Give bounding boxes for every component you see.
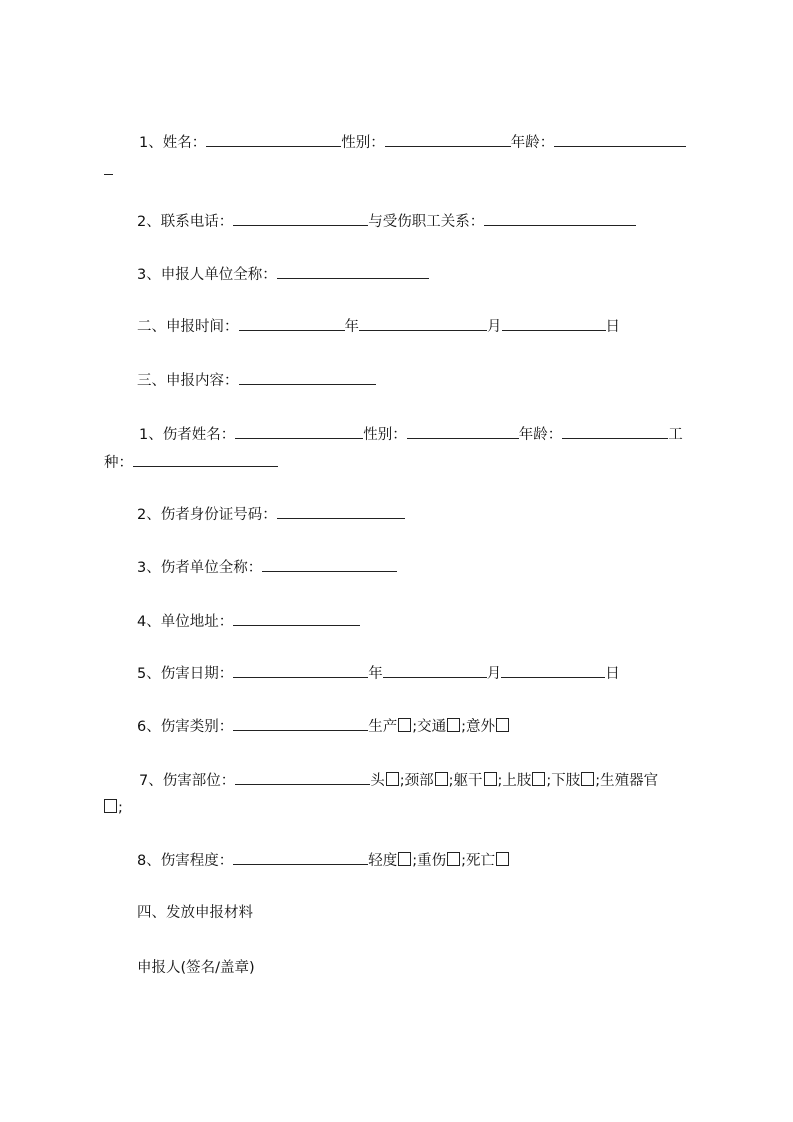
injured-id-row bbox=[137, 504, 405, 525]
option-torso: ;躯干 bbox=[448, 773, 483, 789]
injury-type-field[interactable] bbox=[233, 716, 368, 731]
injury-degree-row bbox=[137, 850, 510, 871]
work-type-label: 工 bbox=[668, 427, 683, 443]
apply-month-field[interactable] bbox=[359, 316, 487, 331]
checkbox-severe[interactable] bbox=[447, 852, 460, 866]
name-label: 1、姓名： bbox=[139, 135, 207, 151]
age-label: 年龄： bbox=[510, 135, 555, 151]
checkbox-head[interactable] bbox=[386, 772, 399, 786]
checkbox-accident[interactable] bbox=[496, 718, 509, 732]
content-row bbox=[137, 370, 376, 391]
work-type-row bbox=[104, 452, 278, 473]
apply-time-label: 二、申报时间： bbox=[137, 319, 239, 335]
trailing-semicolon: ; bbox=[118, 800, 123, 816]
phone-field[interactable] bbox=[233, 211, 368, 226]
injured-unit-label: 3、伤者单位全称： bbox=[137, 560, 263, 576]
apply-day-field[interactable] bbox=[502, 316, 606, 331]
injury-year-field[interactable] bbox=[233, 663, 368, 678]
option-accident: ;意外 bbox=[461, 719, 496, 735]
work-type-label-cont: 种： bbox=[104, 455, 133, 471]
applicant-unit-row bbox=[137, 264, 429, 285]
apply-time-row bbox=[137, 316, 620, 337]
gender-label: 性别： bbox=[341, 135, 385, 151]
signature-label: 申报人(签名/盖章) bbox=[137, 960, 255, 976]
content-label: 三、申报内容： bbox=[137, 373, 239, 389]
option-death: ;死亡 bbox=[461, 853, 496, 869]
applicant-unit-label: 3、申报人单位全称： bbox=[137, 267, 277, 283]
injury-month-field[interactable] bbox=[383, 663, 487, 678]
content-field[interactable] bbox=[239, 370, 376, 385]
injured-unit-row bbox=[137, 557, 397, 578]
injured-gender-label: 性别： bbox=[363, 427, 407, 443]
option-upper-limb: ;上肢 bbox=[497, 773, 532, 789]
option-lower-limb: ;下肢 bbox=[546, 773, 581, 789]
injury-part-field[interactable] bbox=[235, 770, 370, 785]
day-label: 日 bbox=[605, 319, 620, 335]
injured-gender-field[interactable] bbox=[407, 424, 519, 439]
checkbox-production[interactable] bbox=[398, 718, 411, 732]
injury-month-label: 月 bbox=[486, 666, 502, 682]
injured-id-field[interactable] bbox=[277, 504, 405, 519]
injury-part-row bbox=[139, 770, 658, 791]
injured-info-row bbox=[139, 424, 683, 445]
address-label: 4、单位地址： bbox=[137, 614, 234, 630]
injured-unit-field[interactable] bbox=[262, 557, 397, 572]
month-label: 月 bbox=[487, 319, 502, 335]
injury-part-row-cont bbox=[104, 798, 123, 818]
age-field[interactable] bbox=[554, 132, 686, 147]
checkbox-genitals[interactable] bbox=[104, 799, 117, 813]
option-severe: ;重伤 bbox=[412, 853, 447, 869]
option-genitals: ;生殖器官 bbox=[595, 773, 659, 789]
section-four-heading: 四、发放申报材料 bbox=[137, 905, 253, 921]
checkbox-minor[interactable] bbox=[398, 852, 411, 866]
injury-day-field[interactable] bbox=[501, 663, 605, 678]
year-label: 年 bbox=[344, 319, 359, 335]
relation-field[interactable] bbox=[484, 211, 636, 226]
personal-info-row bbox=[139, 132, 686, 153]
injury-date-label: 5、伤害日期： bbox=[137, 666, 234, 682]
injured-age-label: 年龄： bbox=[518, 427, 563, 443]
address-row bbox=[137, 611, 360, 632]
injury-type-label: 6、伤害类别： bbox=[137, 719, 234, 735]
injured-name-label: 1、伤者姓名： bbox=[139, 427, 236, 443]
checkbox-neck[interactable] bbox=[435, 772, 448, 786]
gender-field[interactable] bbox=[385, 132, 511, 147]
injured-id-label: 2、伤者身份证号码： bbox=[137, 507, 277, 523]
injury-part-label: 7、伤害部位： bbox=[139, 773, 236, 789]
phone-label: 2、联系电话： bbox=[137, 214, 234, 230]
age-field-continued[interactable] bbox=[104, 160, 113, 181]
checkbox-upper-limb[interactable] bbox=[532, 772, 545, 786]
work-type-field[interactable] bbox=[133, 452, 278, 467]
injury-degree-field[interactable] bbox=[233, 850, 368, 865]
contact-row bbox=[137, 211, 636, 232]
checkbox-torso[interactable] bbox=[484, 772, 497, 786]
option-minor: 轻度 bbox=[368, 853, 398, 869]
checkbox-traffic[interactable] bbox=[447, 718, 460, 732]
injury-year-label: 年 bbox=[368, 666, 383, 682]
checkbox-lower-limb[interactable] bbox=[581, 772, 594, 786]
name-field[interactable] bbox=[206, 132, 341, 147]
injured-age-field[interactable] bbox=[562, 424, 668, 439]
injury-day-label: 日 bbox=[605, 666, 620, 682]
option-neck: ;颈部 bbox=[399, 773, 434, 789]
option-traffic: ;交通 bbox=[412, 719, 447, 735]
relation-label: 与受伤职工关系： bbox=[368, 214, 485, 230]
option-production: 生产 bbox=[368, 719, 398, 735]
address-field[interactable] bbox=[233, 611, 360, 626]
injury-degree-label: 8、伤害程度： bbox=[137, 853, 234, 869]
injured-name-field[interactable] bbox=[235, 424, 363, 439]
option-head: 头 bbox=[370, 773, 385, 789]
injury-date-row bbox=[137, 663, 620, 684]
injury-type-row bbox=[137, 716, 510, 737]
checkbox-death[interactable] bbox=[496, 852, 509, 866]
applicant-unit-field[interactable] bbox=[277, 264, 429, 279]
apply-year-field[interactable] bbox=[239, 316, 345, 331]
